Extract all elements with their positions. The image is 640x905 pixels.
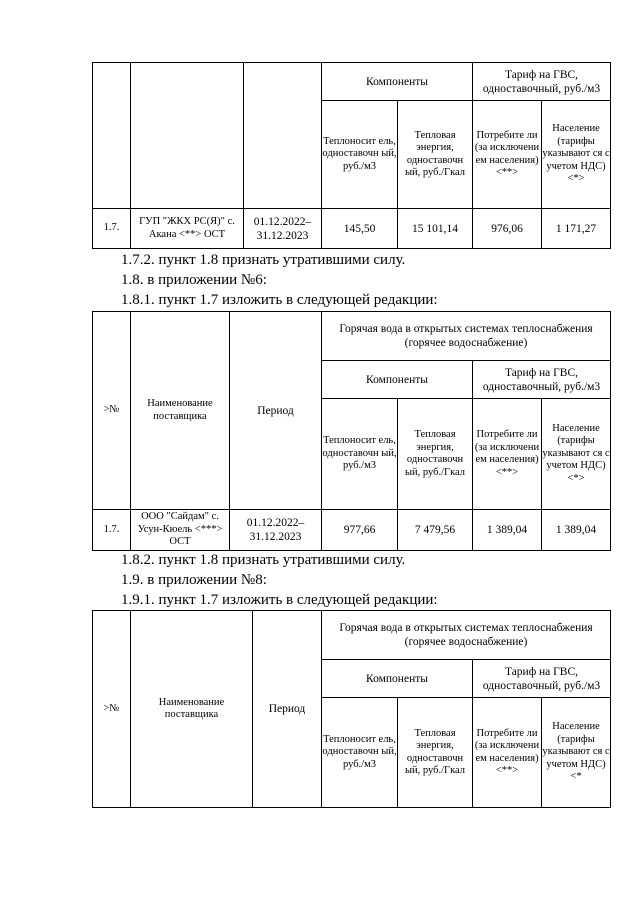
period-header-cell [244,63,322,209]
tariff-header: Тариф на ГВС, одноставочный, руб./м3 [473,660,611,698]
period-header: Период [230,312,322,510]
num-header: >№ [93,312,131,510]
row-heat-carrier: 977,66 [322,510,398,551]
tariff-header: Тариф на ГВС, одноставочный, руб./м3 [473,361,611,399]
num-header-cell [93,63,131,209]
consumers-header: Потребите ли (за исключени ем населения) <**> [473,101,542,209]
heat-carrier-header: Теплоносит ель, одноставочн ый, руб./м3 [322,101,398,209]
tariff-table-1 [92,62,611,249]
row-supplier: ГУП "ЖКХ РС(Я)" с. Акана <**> ОСТ [131,209,244,249]
supplier-header-cell [131,63,244,209]
population-header: Население (тарифы указывают ся с учетом НДС) <*> [542,399,611,510]
consumers-header: Потребите ли (за исключени ем населения) <**> [473,698,542,808]
paragraph-1-7-2: 1.7.2. пункт 1.8 признать утратившими силу. [121,252,406,268]
row-consumers: 976,06 [473,209,542,249]
paragraph-1-8-1: 1.8.1. пункт 1.7 изложить в следующей редакции: [121,292,438,308]
components-header: Компоненты [322,660,473,698]
row-heat-carrier: 145,50 [322,209,398,249]
hot-water-header: Горячая вода в открытых системах теплоснабжения (горячее водоснабжение) [322,611,611,660]
heat-carrier-header: Теплоносит ель, одноставочн ый, руб./м3 [322,399,398,510]
supplier-header: Наименование поставщика [131,312,230,510]
population-header: Население (тарифы указывают ся с учетом НДС) <* [542,698,611,808]
supplier-header: Наименование поставщика [131,611,253,808]
heat-energy-header: Тепловая энергия, одноставочн ый, руб./Гкал [398,101,473,209]
paragraph-1-8: 1.8. в приложении №6: [121,272,267,288]
table-row [93,209,611,249]
components-header: Компоненты [322,361,473,399]
heat-carrier-header: Теплоносит ель, одноставочн ый, руб./м3 [322,698,398,808]
tariff-table-2 [92,311,611,551]
row-consumers: 1 389,04 [473,510,542,551]
paragraph-1-9-1: 1.9.1. пункт 1.7 изложить в следующей редакции: [121,592,438,608]
tariff-header: Тариф на ГВС, одноставочный, руб./м3 [473,63,611,101]
row-period: 01.12.2022– 31.12.2023 [244,209,322,249]
consumers-header: Потребите ли (за исключени ем населения) <**> [473,399,542,510]
hot-water-header: Горячая вода в открытых системах теплоснабжения (горячее водоснабжение) [322,312,611,361]
row-period: 01.12.2022– 31.12.2023 [230,510,322,551]
heat-energy-header: Тепловая энергия, одноставочн ый, руб./Гкал [398,399,473,510]
paragraph-1-9: 1.9. в приложении №8: [121,572,267,588]
row-num: 1.7. [93,510,131,551]
row-heat-energy: 7 479,56 [398,510,473,551]
row-population: 1 171,27 [542,209,611,249]
period-header: Период [253,611,322,808]
num-header: >№ [93,611,131,808]
components-header: Компоненты [322,63,473,101]
row-num: 1.7. [93,209,131,249]
paragraph-1-8-2: 1.8.2. пункт 1.8 признать утратившими силу. [121,552,406,568]
row-heat-energy: 15 101,14 [398,209,473,249]
tariff-table-3 [92,610,611,808]
row-population: 1 389,04 [542,510,611,551]
population-header: Население (тарифы указывают ся с учетом НДС) <*> [542,101,611,209]
table-row [93,510,611,551]
heat-energy-header: Тепловая энергия, одноставочн ый, руб./Гкал [398,698,473,808]
row-supplier: ООО "Сайдам" с. Усун-Кюель <***> ОСТ [131,510,230,551]
